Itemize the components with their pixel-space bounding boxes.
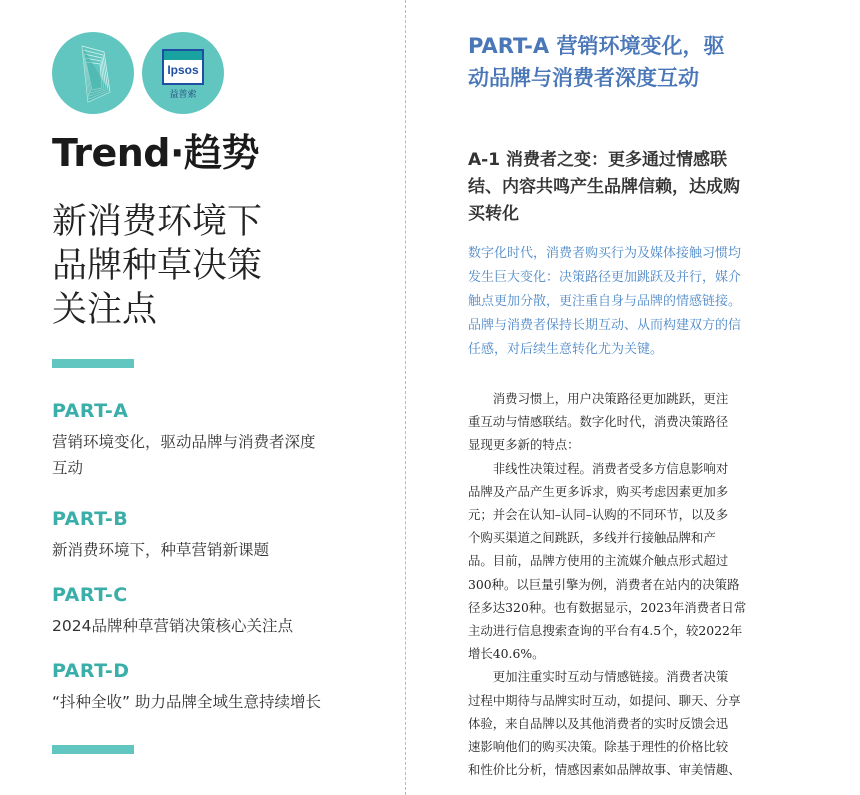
main-title-line: 品牌种草决策 [52,246,263,286]
main-title-line: 关注点 [52,290,158,330]
part-label: PART-B [52,508,129,530]
section-heading: PART-A 营销环境变化，驱 动品牌与消费者深度互动 [468,34,725,90]
body-text [468,387,764,781]
part-text: “抖种全收” 助力品牌全域生意持续增长 [52,693,321,711]
trend-title: Trend·趋势 [52,131,259,175]
body-paragraph: 消费习惯上，用户决策路径更加跳跃，更注 重互动与情感联结。数字化时代，消费决策路径 显现更多新的特点： [468,391,729,453]
sub-heading: A-1 消费者之变：更多通过情感联 结、内容共鸣产生品牌信赖，达成购 买转化 [468,150,740,224]
main-title-line: 新消费环境下 [52,202,263,242]
part-label: PART-A [52,400,129,422]
ipsos-brand-text: Ipsos [167,63,199,77]
ipsos-brand-cn: 益普索 [169,90,197,100]
part-label: PART-D [52,660,130,682]
part-c-item [52,583,392,639]
part-label: PART-C [52,584,128,606]
ipsos-logo [142,32,224,114]
body-paragraph: 非线性决策过程。消费者受多方信息影响对 品牌及产品产生更多诉求，购买考虑因素更加多 元；并会在认知–认同–认购的不同环节，以及多 个购买渠道之间跳跃，多线并行接触品牌和产 品。目前，品牌方使用的主流媒介触点形式超过 300种。以巨量引擎为例，消费者在站内的决策路 径多达320种。也有数据显示，2023年消费者日常 主动进行信息搜索查询的平台有4.5个，较2022年 增长40.6%。 [468,460,747,662]
main-title [52,200,382,332]
left-column [0,0,405,795]
divider-bar-top [52,359,134,368]
body-paragraph: 更加注重实时互动与情感链接。消费者决策 过程中期待与品牌实时互动，如提问、聊天、分享 体验，来自品牌以及其他消费者的实时反馈会迅 速影响他们的购买决策。除基于理性的价格比较 和性价比分析，情感因素如品牌故事、审美情趣、 [468,669,741,778]
intro-paragraph: 数字化时代，消费者购买行为及媒体接触习惯均 发生巨大变化：决策路径更加跳跃及并行，媒介 触点更加分散，更注重自身与品牌的情感链接。 品牌与消费者保持长期互动、从而构建双方的信 任感，对后续生意转化尤为关键。 [468,246,742,357]
part-d-item [52,659,392,715]
column-divider [405,0,406,795]
decorative-logo-icon [52,32,134,114]
ipsos-badge-icon [162,49,204,85]
part-text: 营销环境变化，驱动品牌与消费者深度 互动 [52,433,316,477]
part-b-item [52,507,392,563]
part-text: 2024品牌种草营销决策核心关注点 [52,617,293,635]
part-a-item [52,399,392,481]
part-text: 新消费环境下，种草营销新课题 [52,541,270,559]
divider-bar-bottom [52,745,134,754]
